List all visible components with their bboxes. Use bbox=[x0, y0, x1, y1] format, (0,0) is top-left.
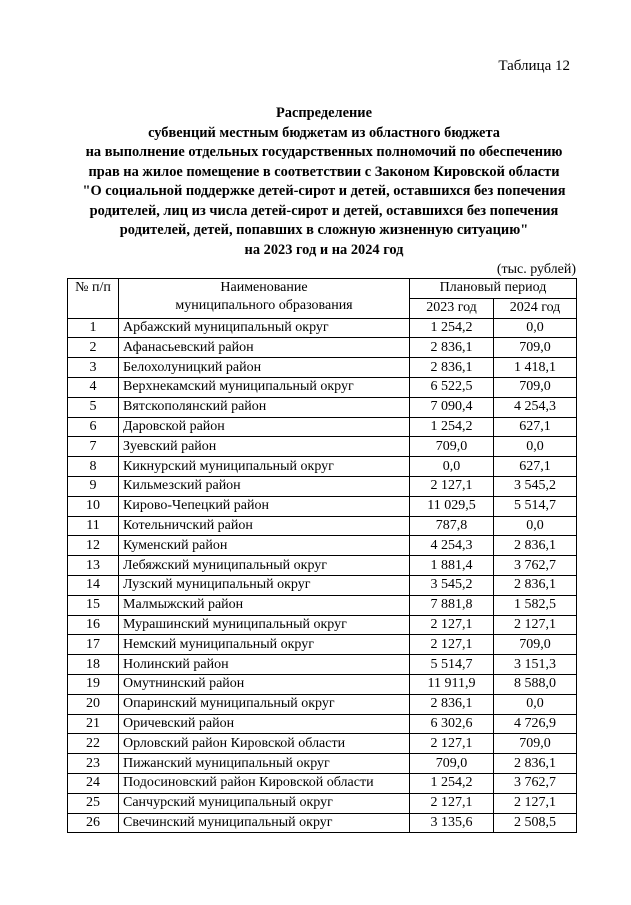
row-value-2024: 2 836,1 bbox=[494, 754, 577, 774]
header-2023: 2023 год bbox=[410, 298, 494, 318]
row-name: Опаринский муниципальный округ bbox=[119, 694, 410, 714]
row-value-2024: 4 254,3 bbox=[494, 397, 577, 417]
heading-line: субвенций местным бюджетам из областного бюджета bbox=[148, 124, 500, 141]
row-value-2024: 0,0 bbox=[494, 516, 577, 536]
row-value-2024: 3 762,7 bbox=[494, 773, 577, 793]
row-name: Верхнекамский муниципальный округ bbox=[119, 377, 410, 397]
row-value-2023: 4 254,3 bbox=[410, 536, 494, 556]
row-value-2023: 2 127,1 bbox=[410, 615, 494, 635]
row-name: Малмыжский район bbox=[119, 595, 410, 615]
row-value-2023: 1 254,2 bbox=[410, 773, 494, 793]
table-row bbox=[68, 773, 577, 793]
row-number: 12 bbox=[68, 536, 119, 556]
header-number: № п/п bbox=[68, 279, 119, 319]
row-number: 11 bbox=[68, 516, 119, 536]
table-row bbox=[68, 714, 577, 734]
heading-line: прав на жилое помещение в соответствии с Законом Кировской области bbox=[88, 163, 560, 180]
table-row bbox=[68, 417, 577, 437]
header-name-line: Наименование bbox=[220, 280, 308, 295]
heading-line: родителей, детей, попавших в сложную жизненную ситуацию" bbox=[119, 222, 529, 238]
row-number: 18 bbox=[68, 655, 119, 675]
row-number: 14 bbox=[68, 575, 119, 595]
table-row bbox=[68, 437, 577, 457]
table-row bbox=[68, 754, 577, 774]
row-name: Оричевский район bbox=[119, 714, 410, 734]
table-row bbox=[68, 536, 577, 556]
row-number: 2 bbox=[68, 338, 119, 358]
row-value-2023: 2 127,1 bbox=[410, 793, 494, 813]
table-header-row bbox=[68, 279, 577, 299]
row-number: 6 bbox=[68, 417, 119, 437]
header-name-line: муниципального образования bbox=[175, 298, 353, 313]
row-value-2024: 0,0 bbox=[494, 437, 577, 457]
row-value-2024: 0,0 bbox=[494, 318, 577, 338]
row-name: Нолинский район bbox=[119, 655, 410, 675]
heading-line: Распределение bbox=[276, 105, 372, 121]
row-value-2023: 709,0 bbox=[410, 437, 494, 457]
table-row bbox=[68, 397, 577, 417]
row-value-2023: 2 127,1 bbox=[410, 734, 494, 754]
row-number: 25 bbox=[68, 793, 119, 813]
row-value-2024: 2 836,1 bbox=[494, 536, 577, 556]
row-value-2024: 1 582,5 bbox=[494, 595, 577, 615]
heading-line: на выполнение отдельных государственных полномочий по обеспечению bbox=[85, 144, 563, 160]
row-name: Пижанский муниципальный округ bbox=[119, 754, 410, 774]
row-value-2024: 4 726,9 bbox=[494, 714, 577, 734]
table-number-label: Таблица 12 bbox=[498, 58, 570, 74]
row-value-2023: 3 135,6 bbox=[410, 813, 494, 833]
row-name: Вятскополянский район bbox=[119, 397, 410, 417]
row-number: 10 bbox=[68, 496, 119, 516]
row-name: Санчурский муниципальный округ bbox=[119, 793, 410, 813]
row-value-2023: 11 029,5 bbox=[410, 496, 494, 516]
table-row bbox=[68, 496, 577, 516]
row-number: 9 bbox=[68, 476, 119, 496]
row-value-2024: 709,0 bbox=[494, 635, 577, 655]
document-heading bbox=[40, 104, 608, 260]
row-value-2024: 5 514,7 bbox=[494, 496, 577, 516]
row-value-2024: 2 508,5 bbox=[494, 813, 577, 833]
row-value-2023: 709,0 bbox=[410, 754, 494, 774]
row-number: 26 bbox=[68, 813, 119, 833]
row-number: 17 bbox=[68, 635, 119, 655]
table-row bbox=[68, 694, 577, 714]
row-value-2024: 3 545,2 bbox=[494, 476, 577, 496]
row-number: 15 bbox=[68, 595, 119, 615]
row-number: 13 bbox=[68, 556, 119, 576]
row-name: Омутнинский район bbox=[119, 674, 410, 694]
row-name: Белохолуницкий район bbox=[119, 358, 410, 378]
row-value-2024: 2 127,1 bbox=[494, 615, 577, 635]
row-value-2024: 709,0 bbox=[494, 338, 577, 358]
row-value-2024: 2 127,1 bbox=[494, 793, 577, 813]
table-row bbox=[68, 575, 577, 595]
row-value-2023: 6 302,6 bbox=[410, 714, 494, 734]
row-number: 4 bbox=[68, 377, 119, 397]
table-row bbox=[68, 377, 577, 397]
row-value-2023: 5 514,7 bbox=[410, 655, 494, 675]
row-value-2023: 0,0 bbox=[410, 457, 494, 477]
row-value-2024: 8 588,0 bbox=[494, 674, 577, 694]
row-value-2023: 7 881,8 bbox=[410, 595, 494, 615]
row-name: Котельничский район bbox=[119, 516, 410, 536]
row-number: 24 bbox=[68, 773, 119, 793]
row-number: 3 bbox=[68, 358, 119, 378]
row-name: Зуевский район bbox=[119, 437, 410, 457]
row-number: 20 bbox=[68, 694, 119, 714]
units-label: (тыс. рублей) bbox=[496, 262, 576, 277]
heading-line: "О социальной поддержке детей-сирот и детей, оставшихся без попечения bbox=[82, 183, 566, 199]
row-value-2023: 2 127,1 bbox=[410, 476, 494, 496]
row-value-2023: 2 836,1 bbox=[410, 338, 494, 358]
row-value-2024: 709,0 bbox=[494, 734, 577, 754]
row-number: 23 bbox=[68, 754, 119, 774]
row-name: Кирово-Чепецкий район bbox=[119, 496, 410, 516]
row-value-2024: 1 418,1 bbox=[494, 358, 577, 378]
row-name: Куменский район bbox=[119, 536, 410, 556]
row-number: 22 bbox=[68, 734, 119, 754]
row-value-2023: 1 254,2 bbox=[410, 318, 494, 338]
header-2024: 2024 год bbox=[494, 298, 577, 318]
row-value-2023: 1 254,2 bbox=[410, 417, 494, 437]
table-row bbox=[68, 615, 577, 635]
row-value-2024: 0,0 bbox=[494, 694, 577, 714]
subsidy-table bbox=[67, 278, 577, 833]
heading-line: родителей, лиц из числа детей-сирот и детей, оставшихся без попечения bbox=[89, 202, 559, 219]
row-name: Немский муниципальный округ bbox=[119, 635, 410, 655]
row-name: Арбажский муниципальный округ bbox=[119, 318, 410, 338]
table-row bbox=[68, 595, 577, 615]
row-value-2023: 3 545,2 bbox=[410, 575, 494, 595]
table-row bbox=[68, 358, 577, 378]
row-value-2024: 3 151,3 bbox=[494, 655, 577, 675]
row-name: Кильмезский район bbox=[119, 476, 410, 496]
row-name: Лузский муниципальный округ bbox=[119, 575, 410, 595]
table-row bbox=[68, 674, 577, 694]
row-number: 8 bbox=[68, 457, 119, 477]
row-value-2024: 709,0 bbox=[494, 377, 577, 397]
table-row bbox=[68, 734, 577, 754]
table-row bbox=[68, 813, 577, 833]
row-name: Кикнурский муниципальный округ bbox=[119, 457, 410, 477]
table-row bbox=[68, 338, 577, 358]
row-value-2023: 7 090,4 bbox=[410, 397, 494, 417]
row-number: 21 bbox=[68, 714, 119, 734]
row-value-2023: 11 911,9 bbox=[410, 674, 494, 694]
row-name: Афанасьевский район bbox=[119, 338, 410, 358]
row-name: Мурашинский муниципальный округ bbox=[119, 615, 410, 635]
row-number: 7 bbox=[68, 437, 119, 457]
row-name: Орловский район Кировской области bbox=[119, 734, 410, 754]
table-row bbox=[68, 457, 577, 477]
row-value-2024: 3 762,7 bbox=[494, 556, 577, 576]
row-name: Подосиновский район Кировской области bbox=[119, 773, 410, 793]
row-name: Даровской район bbox=[119, 417, 410, 437]
row-value-2024: 627,1 bbox=[494, 457, 577, 477]
row-number: 5 bbox=[68, 397, 119, 417]
table-row bbox=[68, 476, 577, 496]
row-value-2023: 1 881,4 bbox=[410, 556, 494, 576]
row-value-2023: 2 836,1 bbox=[410, 358, 494, 378]
row-value-2024: 2 836,1 bbox=[494, 575, 577, 595]
header-plan-period: Плановый период bbox=[410, 279, 577, 299]
table-row bbox=[68, 318, 577, 338]
row-number: 16 bbox=[68, 615, 119, 635]
table-row bbox=[68, 655, 577, 675]
row-value-2024: 627,1 bbox=[494, 417, 577, 437]
row-value-2023: 2 127,1 bbox=[410, 635, 494, 655]
table-row bbox=[68, 793, 577, 813]
row-name: Лебяжский муниципальный округ bbox=[119, 556, 410, 576]
table-row bbox=[68, 556, 577, 576]
row-name: Свечинский муниципальный округ bbox=[119, 813, 410, 833]
header-name bbox=[119, 279, 410, 319]
row-number: 19 bbox=[68, 674, 119, 694]
heading-line: на 2023 год и на 2024 год bbox=[244, 241, 404, 258]
row-number: 1 bbox=[68, 318, 119, 338]
table-row bbox=[68, 635, 577, 655]
row-value-2023: 787,8 bbox=[410, 516, 494, 536]
row-value-2023: 2 836,1 bbox=[410, 694, 494, 714]
table-row bbox=[68, 516, 577, 536]
row-value-2023: 6 522,5 bbox=[410, 377, 494, 397]
